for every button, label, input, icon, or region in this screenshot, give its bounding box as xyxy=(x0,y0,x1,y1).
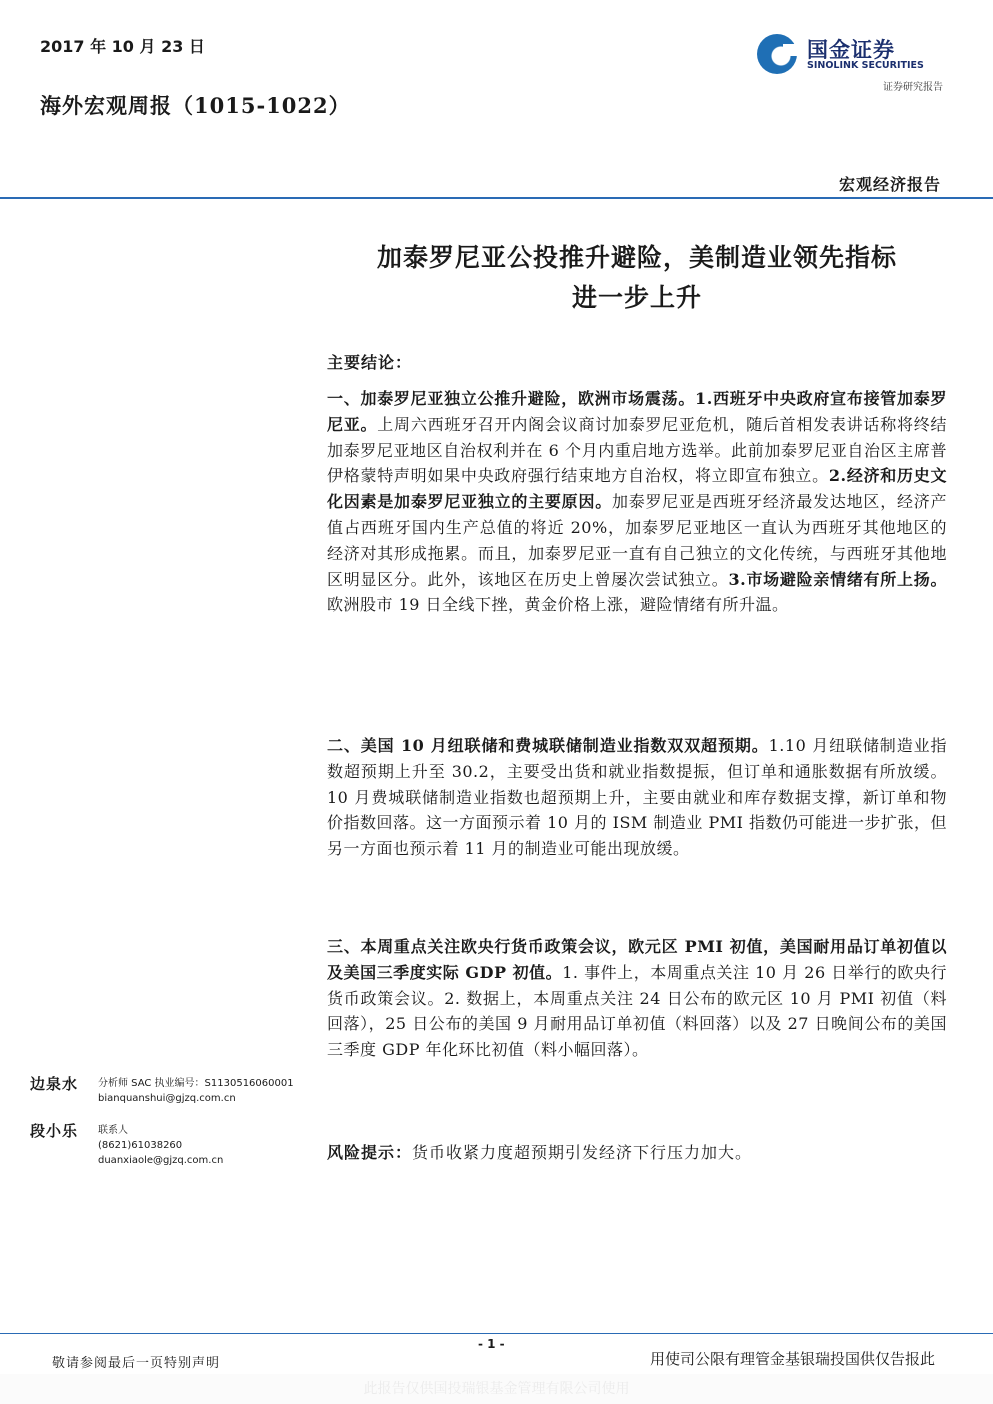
section-1-paragraph xyxy=(327,386,947,618)
section-3-text: 1. 事件上，本周重点关注 10 月 26 日举行的欧央行货币政策会议。2. 数据上，本周重点关注 24 日公布的欧元区 10 月 PMI 初值（料回落），25 日公布的美国 9 月耐用品订单初值（料回落）以及 27 日晚间公布的美国三季度 GDP 年化环比初值（料小幅回落）。 xyxy=(327,962,947,1060)
contact-role: 联系人 xyxy=(98,1125,128,1136)
analyst-info xyxy=(98,1076,294,1106)
contact-name: 段小乐 xyxy=(30,1122,79,1140)
section-1-text-1: 上周六西班牙召开内阁会议商讨加泰罗尼亚危机，随后首相发表讲话称将终结加泰罗尼亚地区自治权利并在 6 个月内重启地方选举。此前加泰罗尼亚自治区主席普伊格蒙特声明如果中央政府强行结束地方自治权，将立即宣布独立。 xyxy=(327,414,947,486)
report-date: 2017 年 10 月 23 日 xyxy=(40,37,205,56)
section-3-paragraph xyxy=(327,934,947,1063)
summary-label: 主要结论： xyxy=(327,353,413,372)
section-1-text-2: 加泰罗尼亚是西班牙经济最发达地区，经济产值占西班牙国内生产总值的将近 20%，加泰罗尼亚地区一直认为西班牙其他地区的经济对其形成拖累。而且，加泰罗尼亚一直有自己独立的文化传统，与西班牙其他地区明显区分。此外，该地区在历史上曾屡次尝试独立。 xyxy=(327,492,947,589)
section-1-bold-3: 3.市场避险亲情绪有所上扬。 xyxy=(728,569,947,589)
watermark: 此报告仅供国投瑞银基金管理有限公司使用 xyxy=(0,1374,993,1404)
analyst-email[interactable]: bianquanshui@gjzq.com.cn xyxy=(98,1093,236,1104)
section-1-text-3: 欧洲股市 19 日全线下挫，黄金价格上涨，避险情绪有所升温。 xyxy=(327,595,789,615)
brand-logo-icon xyxy=(757,34,797,74)
section-2-text: 1.10 月纽联储制造业指数超预期上升至 30.2，主要受出货和就业指数提振，但订单和通胀数据有所放缓。10 月费城联储制造业指数也超预期上升，主要由就业和库存数据支撑，新订单和物价指数回落。这一方面预示着 10 月的 ISM 制造业 PMI 指数仍可能进一步扩张，但另一方面也预示着 11 月的制造业可能出现放缓。 xyxy=(327,736,948,859)
brand-subtitle: 证券研究报告 xyxy=(883,82,943,93)
section-1-lead: 一、加泰罗尼亚独立公推升避险，欧洲市场震荡。1.西班牙中央政府宣布接管加泰罗尼亚。 xyxy=(327,389,947,434)
page-number: - 1 - xyxy=(478,1337,505,1351)
section-3-lead: 三、本周重点关注欧央行货币政策会议，欧元区 PMI 初值，美国耐用品订单初值以及美国三季度实际 GDP 初值。 xyxy=(327,937,947,982)
contact-phone: (8621)61038260 xyxy=(98,1140,183,1151)
report-title: 海外宏观周报（1015-1022） xyxy=(40,93,351,118)
footer-disclaimer: 敬请参阅最后一页特别声明 xyxy=(52,1356,221,1371)
section-1-bold-2: 2.经济和历史文化因素是加泰罗尼亚独立的主要原因。 xyxy=(327,466,947,512)
header-divider xyxy=(0,197,993,199)
risk-warning xyxy=(327,1140,752,1163)
risk-text: 货币收紧力度超预期引发经济下行压力加大。 xyxy=(412,1143,753,1162)
risk-label: 风险提示： xyxy=(327,1143,413,1162)
footer-mirrored-notice: 用使司公限有理管金基银瑞投国供仅告报此 xyxy=(649,1350,935,1368)
analyst-name: 边泉水 xyxy=(30,1075,79,1093)
brand-name-en: SINOLINK SECURITIES xyxy=(807,60,924,71)
brand-logo xyxy=(757,32,947,80)
contact-info xyxy=(98,1123,223,1168)
headline-line-1: 加泰罗尼亚公投推升避险，美制造业领先指标 xyxy=(376,243,897,272)
analyst-role: 分析师 SAC 执业编号：S1130516060001 xyxy=(98,1078,294,1089)
section-2-lead: 二、美国 10 月纽联储和费城联储制造业指数双双超预期。 xyxy=(327,736,769,755)
contact-email[interactable]: duanxiaole@gjzq.com.cn xyxy=(98,1155,224,1166)
footer-divider xyxy=(0,1333,993,1334)
section-2-paragraph xyxy=(327,733,947,862)
report-type: 宏观经济报告 xyxy=(838,175,941,194)
headline xyxy=(322,238,952,318)
headline-line-2: 进一步上升 xyxy=(571,283,702,312)
brand-name-cn: 国金证券 xyxy=(807,38,895,62)
